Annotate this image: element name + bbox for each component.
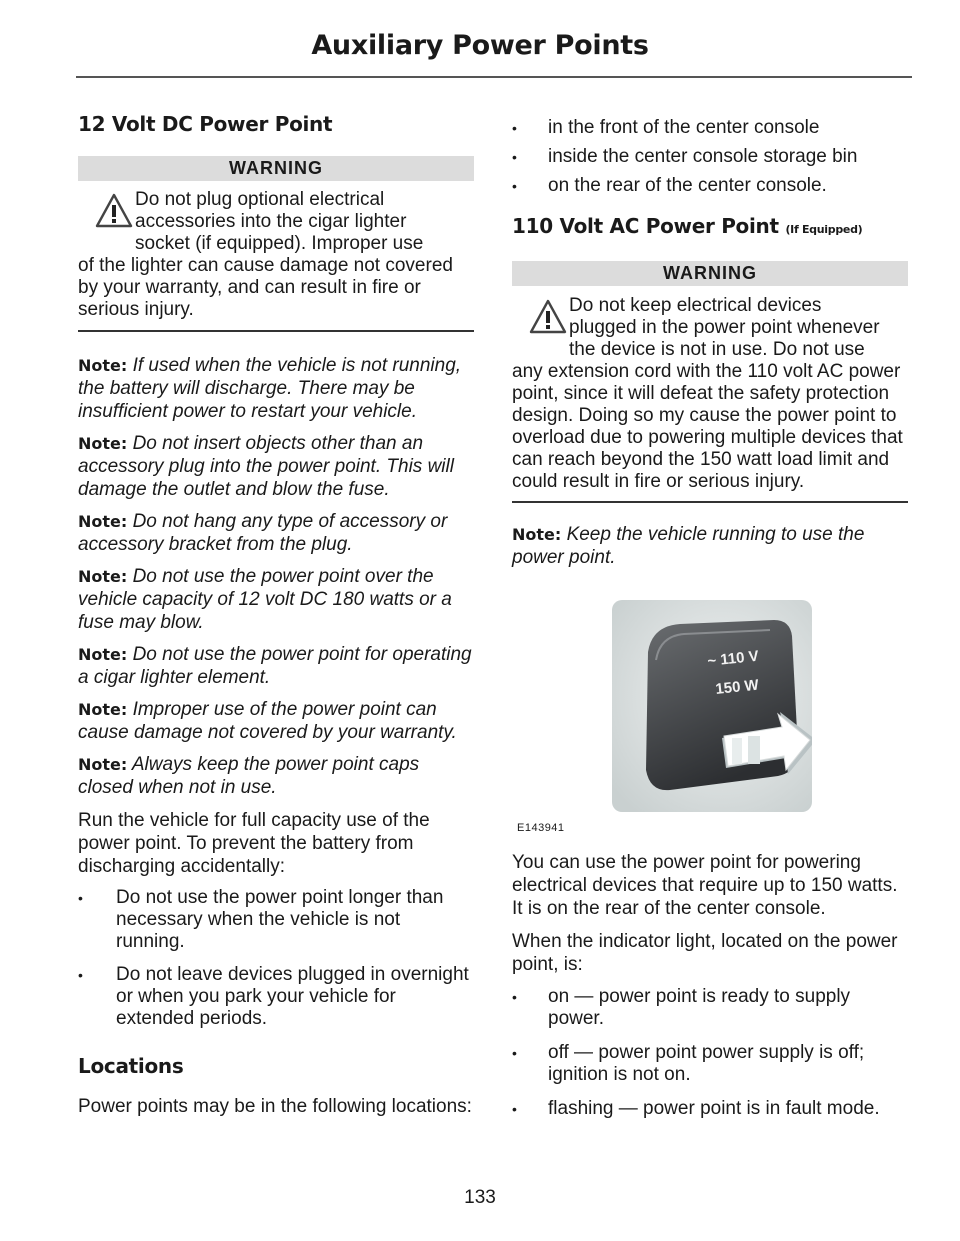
- prevention-list: [78, 887, 474, 1030]
- warning-line-2: accessories into the cigar lighter: [135, 211, 407, 232]
- locations-paragraph: Power points may be in the following locations:: [78, 1095, 472, 1117]
- list-item: • inside the center console storage bin: [512, 146, 908, 168]
- warning-line-3: socket (if equipped). Improper use: [135, 233, 424, 254]
- usage-paragraph: You can use the power point for powering electrical devices that require up to 150 watts. It is on the rear of the center console.: [512, 852, 898, 919]
- note-text: Always keep the power point caps closed when not in use.: [78, 753, 420, 798]
- warning-triangle-icon: [528, 297, 568, 337]
- note-7: [78, 753, 474, 799]
- image-code: E143941: [517, 822, 565, 834]
- note-text: Keep the vehicle running to use the power point.: [512, 523, 865, 568]
- list-item: • off — power point power supply is off; ignition is not on.: [512, 1042, 908, 1086]
- note-text: Do not hang any type of accessory or accessory bracket from the plug.: [78, 510, 448, 555]
- note-label: Note:: [78, 566, 128, 586]
- warning-text: any extension cord with the 110 volt AC power point, since it will defeat the safety protection design. Doing so my cause the power point to overload due to powering multiple devices that can reach beyond the 150 watt load limit and could result in fire or serious injury.: [512, 361, 903, 492]
- list-item: • on — power point is ready to supply power.: [512, 986, 908, 1030]
- warning-line-1: Do not plug optional electrical: [135, 189, 385, 210]
- note-label: Note:: [78, 511, 128, 531]
- note-text: Do not use the power point for operating a cigar lighter element.: [78, 643, 472, 688]
- warning-line-1: Do not keep electrical devices: [569, 295, 822, 316]
- warning-divider: [512, 501, 908, 503]
- list-item: • Do not leave devices plugged in overnight or when you park your vehicle for extended periods.: [78, 964, 474, 1030]
- note: [512, 523, 908, 569]
- list-item: • in the front of the center console: [512, 117, 908, 139]
- warning-line-3: the device is not in use. Do not use: [569, 339, 865, 360]
- list-item: • on the rear of the center console.: [512, 175, 908, 197]
- note-5: [78, 643, 474, 689]
- indicator-paragraph: When the indicator light, located on the power point, is:: [512, 931, 898, 975]
- note-label: Note:: [78, 754, 128, 774]
- note-label: Note:: [78, 433, 128, 453]
- warning-line-2: plugged in the power point whenever: [569, 317, 880, 338]
- note-3: [78, 510, 474, 556]
- power-point-image: [612, 600, 812, 812]
- left-column: [78, 112, 474, 1118]
- note-6: [78, 698, 474, 744]
- title-divider: [76, 76, 912, 78]
- warning-box: [512, 295, 908, 493]
- warning-triangle-icon: [94, 191, 134, 231]
- note-2: [78, 432, 474, 501]
- list-item: • flashing — power point is in fault mode.: [512, 1098, 908, 1120]
- heading-text: 110 Volt AC Power Point: [512, 214, 779, 238]
- note-4: [78, 565, 474, 634]
- warning-header: WARNING: [78, 156, 474, 181]
- list-item: • Do not use the power point longer than necessary when the vehicle is not running.: [78, 887, 474, 953]
- heading-suffix: (If Equipped): [785, 223, 863, 236]
- indicator-list: [512, 986, 908, 1120]
- warning-header: WARNING: [512, 261, 908, 286]
- note-label: Note:: [78, 644, 128, 664]
- locations-list: [512, 117, 908, 197]
- page-title: Auxiliary Power Points: [311, 30, 649, 61]
- note-text: Improper use of the power point can cause damage not covered by your warranty.: [78, 698, 457, 743]
- note-label: Note:: [512, 524, 562, 544]
- note-1: [78, 354, 474, 423]
- warning-text: of the lighter can cause damage not covered by your warranty, and can result in fire or serious injury.: [78, 255, 453, 320]
- warning-divider: [78, 330, 474, 332]
- note-text: Do not insert objects other than an accessory plug into the power point. This will damage the outlet and blow the fuse.: [78, 432, 454, 500]
- warning-box: [78, 189, 474, 321]
- note-text: Do not use the power point over the vehicle capacity of 12 volt DC 180 watts or a fuse may blow.: [78, 565, 452, 633]
- section-heading-12v: 12 Volt DC Power Point: [78, 112, 333, 136]
- wattage-label: 150 W: [714, 676, 760, 698]
- page-number: 133: [464, 1187, 496, 1208]
- note-text: If used when the vehicle is not running, the battery will discharge. There may be insufficient power to restart your vehicle.: [78, 354, 462, 422]
- run-paragraph: Run the vehicle for full capacity use of the power point. To prevent the battery from discharging accidentally:: [78, 809, 430, 877]
- voltage-label: ~ 110 V: [706, 647, 760, 670]
- note-label: Note:: [78, 355, 128, 375]
- section-heading-locations: Locations: [78, 1053, 184, 1078]
- section-heading-110v: [512, 214, 908, 238]
- right-column: [512, 112, 908, 569]
- right-column-lower: [512, 851, 908, 1120]
- note-label: Note:: [78, 699, 128, 719]
